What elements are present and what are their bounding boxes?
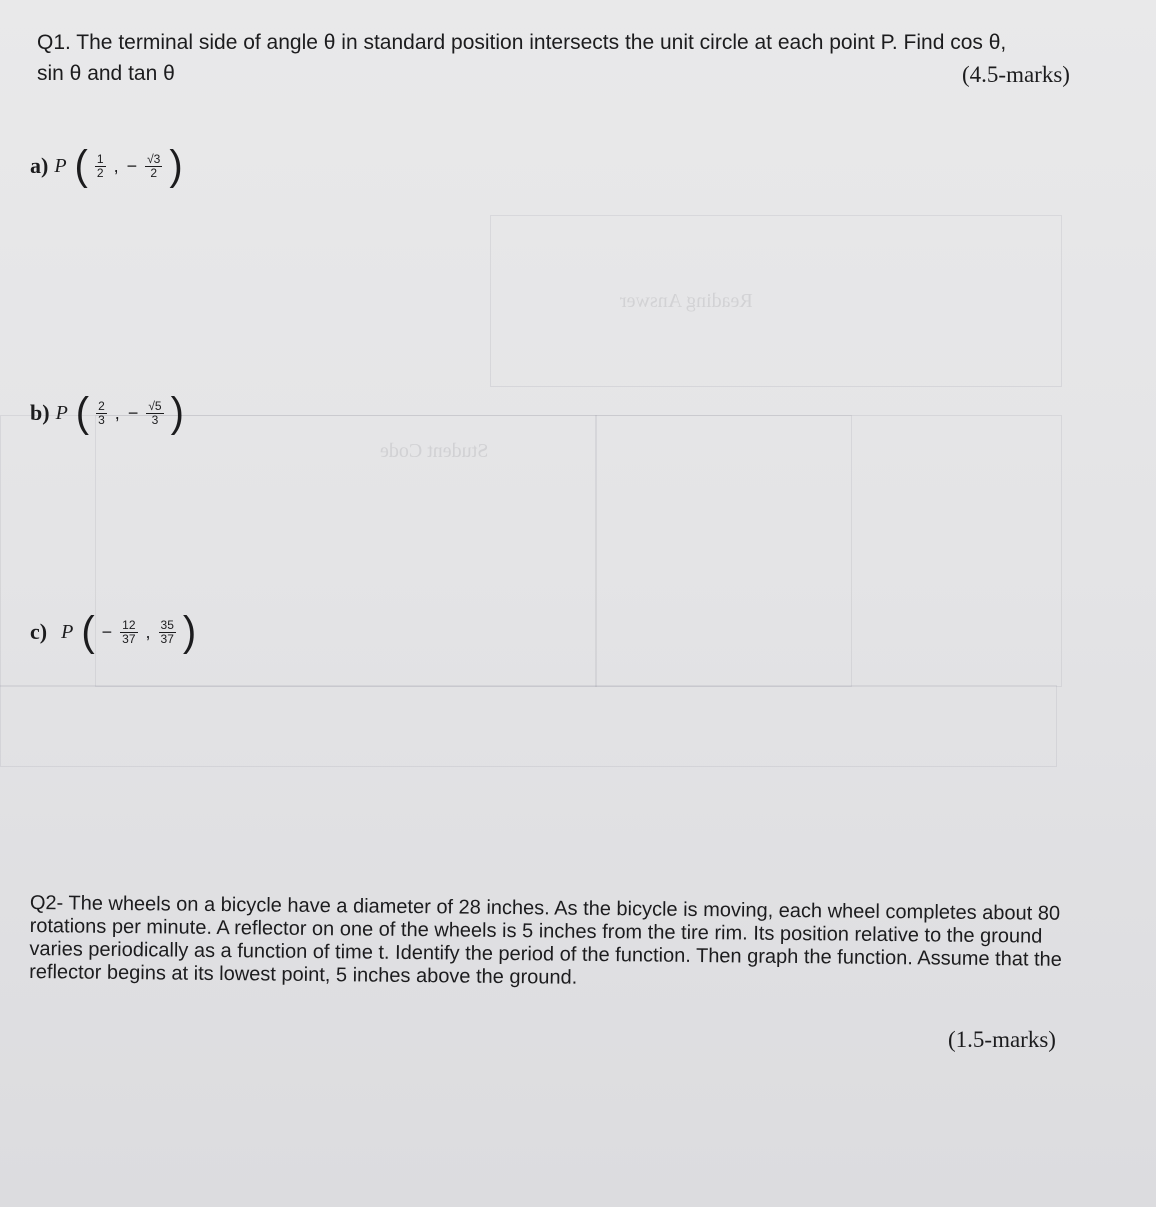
- part-b-label: b): [30, 400, 50, 425]
- x-numerator: 1: [96, 151, 104, 166]
- q1-marks: (4.5-marks): [962, 62, 1070, 87]
- y-numerator: 35: [160, 617, 174, 632]
- part-a-label: a): [30, 153, 49, 178]
- y-coordinate: [146, 400, 163, 426]
- y-denominator: 3: [151, 412, 159, 427]
- bleed-through-grid: [490, 215, 1062, 387]
- q1-line-2: [37, 62, 175, 86]
- comma: ,: [114, 402, 120, 423]
- open-paren: (: [74, 142, 88, 190]
- q2-prompt: Q2- The wheels on a bicycle have a diameter of 28 inches. As the bicycle is moving, each wheel completes about 80 rotations per minute. A reflector on one of the wheels is 5 inches from the tire rim. Its position relative to the ground varies periodically as a function of time t. Identify the period of the function. Then graph the function. Assume that the reflector begins at its lowest point, 5 inches above the ground.: [29, 892, 1062, 989]
- point-label: P: [61, 620, 74, 643]
- close-paren: ): [182, 608, 197, 656]
- point-label: P: [55, 401, 68, 424]
- y-numerator: √5: [148, 398, 162, 413]
- bleed-through-text: Student Code: [380, 440, 489, 462]
- bleed-through-text: Reading Answer: [620, 290, 753, 312]
- x-numerator: 2: [98, 398, 105, 413]
- y-sign: −: [126, 155, 138, 176]
- y-denominator: 37: [160, 631, 174, 646]
- bleed-through-grid: [595, 415, 852, 687]
- part-b: [30, 389, 184, 437]
- bleed-through-grid: [0, 685, 1057, 767]
- q1-prompt-line-1: Q1. The terminal side of angle θ in standard position intersects the unit circle at each point P. Find cos θ,: [37, 31, 1007, 54]
- x-coordinate: [95, 153, 106, 179]
- x-denominator: 2: [96, 165, 104, 180]
- part-c: [30, 608, 197, 656]
- comma: ,: [113, 155, 119, 176]
- point-label: P: [54, 154, 67, 177]
- open-paren: (: [81, 608, 95, 656]
- x-denominator: 3: [98, 412, 105, 427]
- comma: ,: [145, 621, 151, 642]
- y-sign: −: [127, 402, 139, 423]
- q2-marks: (1.5-marks): [948, 1027, 1056, 1052]
- open-paren: (: [75, 389, 90, 437]
- y-coordinate: [159, 619, 176, 645]
- x-coordinate: [120, 619, 137, 645]
- close-paren: ): [169, 142, 183, 190]
- part-c-label: c): [30, 619, 48, 644]
- y-denominator: 2: [150, 165, 158, 180]
- part-a: [30, 142, 183, 190]
- q1-prompt-line-2: sin θ and tan θ: [37, 62, 175, 85]
- x-sign: −: [101, 621, 113, 642]
- close-paren: ): [170, 389, 184, 437]
- q1-line-1: [37, 31, 1006, 55]
- x-denominator: 37: [122, 631, 136, 646]
- y-numerator: √3: [147, 151, 161, 166]
- x-coordinate: [96, 400, 107, 426]
- x-numerator: 12: [122, 617, 136, 632]
- y-coordinate: [145, 153, 162, 179]
